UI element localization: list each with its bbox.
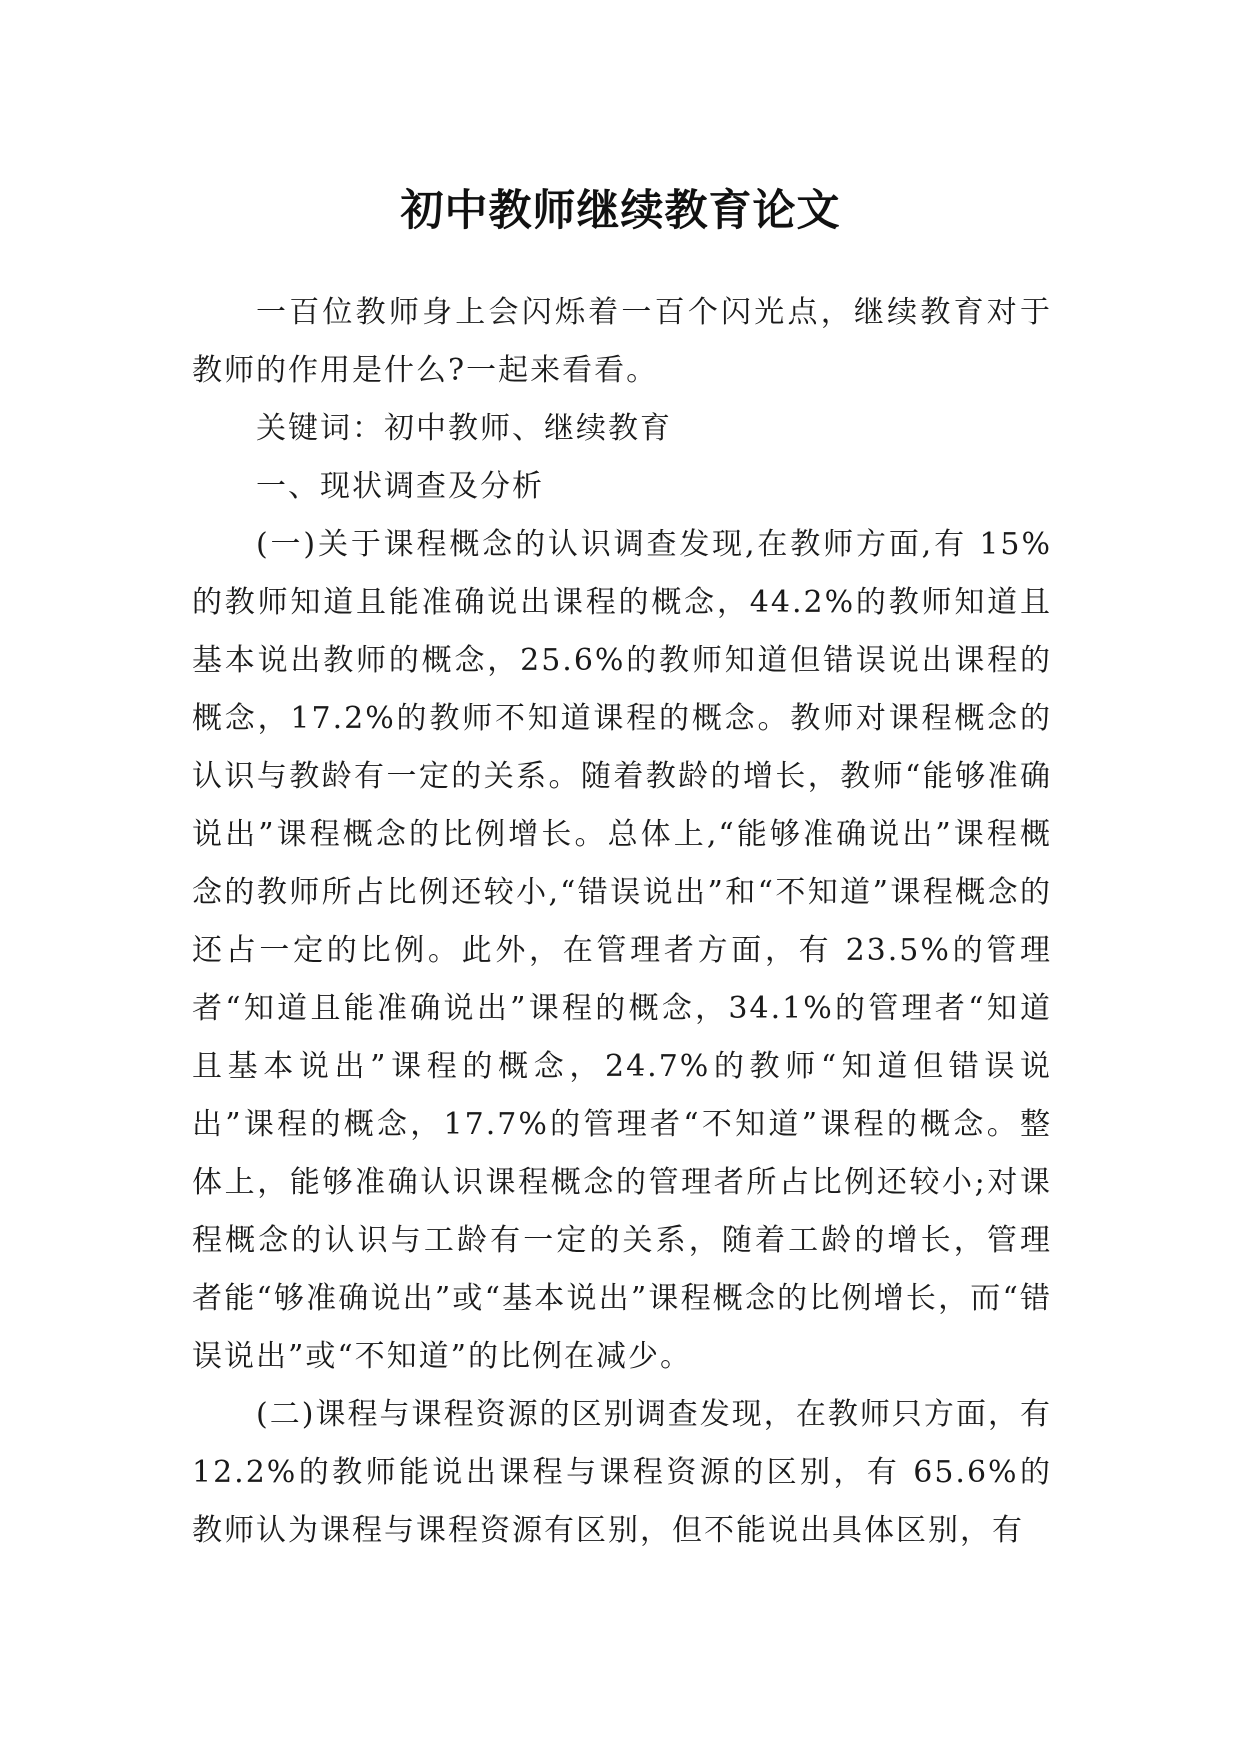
- intro-paragraph: 一百位教师身上会闪烁着一百个闪光点，继续教育对于教师的作用是什么?一起来看看。: [192, 295, 1052, 388]
- body-paragraph: (一)关于课程概念的认识调查发现,在教师方面,有 15%的教师知道且能准确说出课程的概念，44.2%的教师知道且基本说出教师的概念，25.6%的教师知道但错误说出课程的概念，17.2%的教师不知道课程的概念。教师对课程概念的认识与教龄有一定的关系。随着教龄的增长，教师“能够准确说出”课程概念的比例增长。总体上,“能够准确说出”课程概念的教师所占比例还较小,“错误说出”和“不知道”课程概念的还占一定的比例。此外，在管理者方面，有 23.5%的管理者“知道且能准确说出”课程的概念，34.1%的管理者“知道且基本说出”课程的概念，24.7%的教师“知道但错误说出”课程的概念，17.7%的管理者“不知道”课程的概念。整体上，能够准确认识课程概念的管理者所占比例还较小;对课程概念的认识与工龄有一定的关系，随着工龄的增长，管理者能“够准确说出”或“基本说出”课程概念的比例增长，而“错误说出”或“不知道”的比例在减少。: [192, 527, 1052, 1374]
- document-title: 初中教师继续教育论文: [400, 185, 841, 236]
- keywords-line: 关键词：初中教师、继续教育: [256, 411, 672, 446]
- document-body: [192, 284, 1052, 1560]
- body-paragraph: (二)课程与课程资源的区别调查发现，在教师只方面，有 12.2%的教师能说出课程与课程资源的区别，有 65.6%的教师认为课程与课程资源有区别，但不能说出具体区别，有: [192, 1397, 1052, 1548]
- section-heading: 一、现状调查及分析: [256, 469, 544, 504]
